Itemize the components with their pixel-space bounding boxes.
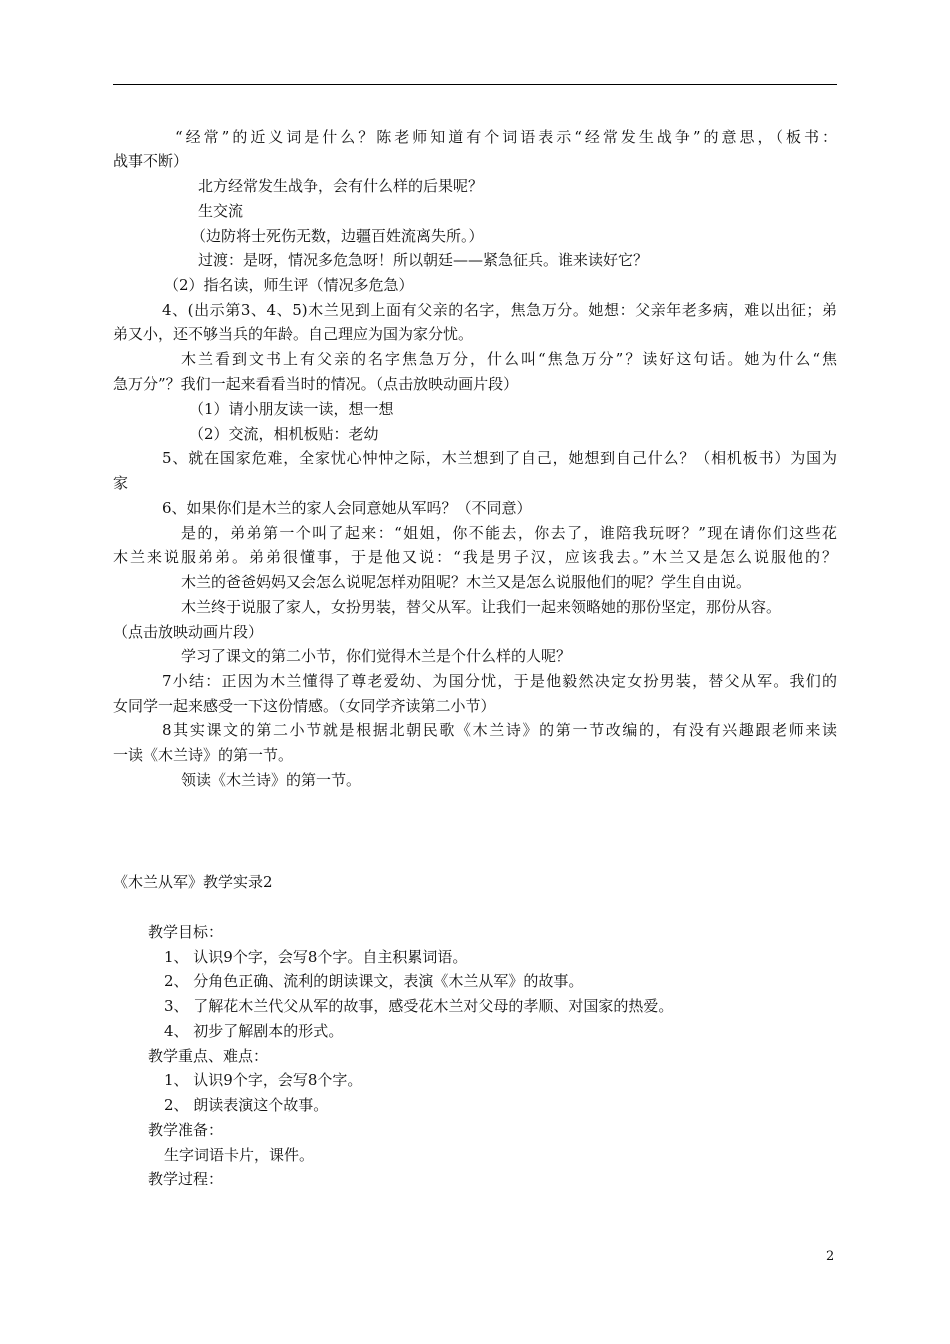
text-line: 弟又小，还不够当兵的年龄。自己理应为国为家分忧。 xyxy=(113,325,474,343)
page-number: 2 xyxy=(826,1249,835,1264)
list-item: 3、 了解花木兰代父从军的故事，感受花木兰对父母的孝顺、对国家的热爱。 xyxy=(164,997,674,1015)
text-line: （1）请小朋友读一读，想一想 xyxy=(189,400,394,418)
header-rule xyxy=(113,84,837,85)
heading-preparation: 教学准备： xyxy=(148,1121,224,1139)
text-line: （点击放映动画片段） xyxy=(113,623,264,641)
list-item: 2、 朗读表演这个故事。 xyxy=(164,1096,329,1114)
text-line: （2）交流，相机板贴：老幼 xyxy=(189,425,379,443)
text-line: 过渡：是呀，情况多危急呀！所以朝廷——紧急征兵。谁来读好它？ xyxy=(198,251,649,269)
text-line: 生字词语卡片，课件。 xyxy=(164,1146,315,1164)
text-line: 是的，弟弟第一个叫了起来：“姐姐，你不能去，你去了，谁陪我玩呀？”现在请你们这些花 xyxy=(181,524,837,542)
text-line: 一读《木兰诗》的第一节。 xyxy=(113,746,294,764)
text-line: 5、就在国家危难，全家忧心忡忡之际，木兰想到了自己，她想到自己什么？（相机板书）为国为 xyxy=(162,449,837,467)
heading-objectives: 教学目标： xyxy=(148,923,224,941)
heading-process: 教学过程： xyxy=(148,1170,224,1188)
text-line: 木兰看到文书上有父亲的名字焦急万分，什么叫“焦急万分”？读好这句话。她为什么“焦 xyxy=(181,350,837,368)
text-line: 4、(出示第3、4、5)木兰见到上面有父亲的名字，焦急万分。她想：父亲年老多病，难以出征；弟 xyxy=(162,301,837,319)
text-line: 8其实课文的第二小节就是根据北朝民歌《木兰诗》的第一节改编的，有没有兴趣跟老师来读 xyxy=(162,721,837,739)
text-line: 领读《木兰诗》的第一节。 xyxy=(181,771,362,789)
text-line: 6、如果你们是木兰的家人会同意她从军吗？（不同意） xyxy=(162,499,532,517)
list-item: 4、 初步了解剧本的形式。 xyxy=(164,1022,344,1040)
section-title: 《木兰从军》教学实录2 xyxy=(113,873,273,891)
text-line: 7小结：正因为木兰懂得了尊老爱幼、为国分忧，于是他毅然决定女扮男装，替父从军。我们的 xyxy=(162,672,837,690)
heading-key-points: 教学重点、难点： xyxy=(148,1047,269,1065)
text-line: 木兰的爸爸妈妈又会怎么说呢怎样劝阻呢？木兰又是怎么说服他们的呢？学生自由说。 xyxy=(181,573,752,591)
text-line: 北方经常发生战争，会有什么样的后果呢？ xyxy=(198,177,484,195)
text-line: 家 xyxy=(113,474,129,492)
text-line: 生交流 xyxy=(198,202,244,220)
text-line: 木兰来说服弟弟。弟弟很懂事，于是他又说：“我是男子汉，应该我去。”木兰又是怎么说服他的？ xyxy=(113,548,837,566)
text-line: （边防将士死伤无数，边疆百姓流离失所。） xyxy=(191,227,484,245)
list-item: 1、 认识9个字，会写8个字。 xyxy=(164,1071,363,1089)
text-line: “经常”的近义词是什么？陈老师知道有个词语表示“经常发生战争”的意思，（板书： xyxy=(175,128,837,146)
text-line: 木兰终于说服了家人，女扮男装，替父从军。让我们一起来领略她的那份坚定，那份从容。 xyxy=(181,598,782,616)
text-line: 急万分”？我们一起来看看当时的情况。（点击放映动画片段） xyxy=(113,375,519,393)
text-line: 战事不断） xyxy=(113,152,189,170)
text-line: （2）指名读，师生评（情况多危急） xyxy=(164,276,414,294)
text-line: 女同学一起来感受一下这份情感。（女同学齐读第二小节） xyxy=(113,697,496,715)
list-item: 1、 认识9个字，会写8个字。自主积累词语。 xyxy=(164,948,468,966)
text-line: 学习了课文的第二小节，你们觉得木兰是个什么样的人呢？ xyxy=(181,647,572,665)
list-item: 2、 分角色正确、流利的朗读课文，表演《木兰从军》的故事。 xyxy=(164,972,584,990)
